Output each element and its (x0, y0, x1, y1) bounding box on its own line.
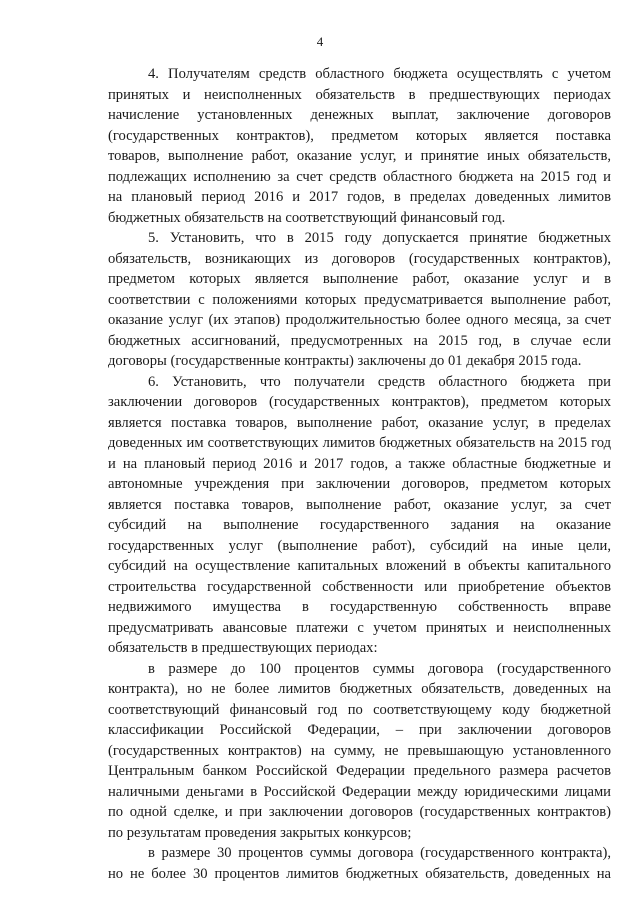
text-line: обязательств в предшествующих периодах: (108, 640, 378, 656)
text-line: контракта), но не более лимитов бюджетных обязательств, доведенных на (108, 681, 611, 697)
text-line: бюджетных обязательств на соответствующий финансовый год. (108, 209, 506, 226)
text-line: обязательств, возникающих из договоров (государственных контрактов), (108, 250, 611, 267)
text-line: субсидий на выполнение государственного задания на оказание (108, 517, 611, 533)
text-line: соответствии с положениями которых предусматривается выполнение работ, (108, 291, 611, 308)
text-line: предметом которых является выполнение работ, оказание услуг и в (108, 271, 611, 287)
text-line: 5. Установить, что в 2015 году допускается принятие бюджетных (148, 230, 611, 246)
text-line: строительства государственной собственности или приобретение объектов (108, 578, 611, 595)
text-line: в размере 30 процентов суммы договора (государственного контракта), (148, 845, 611, 861)
text-line: и на плановый период 2016 и 2017 годов, а также областные бюджетные и (108, 455, 611, 472)
text-line: недвижимого имущества в государственную собственность вправе (108, 599, 611, 615)
text-line: (государственных контрактов) на сумму, не превышающую установленного (108, 742, 611, 759)
text-line: на плановый период 2016 и 2017 годов, в пределах доведенных лимитов (108, 189, 611, 205)
text-line: подлежащих исполнению за счет средств областного бюджета на 2015 год и (108, 168, 611, 185)
text-line: 6. Установить, что получатели средств областного бюджета при (148, 373, 611, 390)
text-line: в размере до 100 процентов суммы договора (государственного (148, 660, 611, 677)
page-number: 4 (316, 34, 324, 49)
paragraph-p4 (108, 64, 611, 228)
text-line: заключении договоров (государственных контрактов), предметом которых (108, 394, 611, 410)
text-line: государственных услуг (выполнение работ), субсидий на иные цели, (108, 537, 611, 554)
text-line: автономные учреждения при заключении договоров, предметом которых (108, 476, 611, 492)
text-line: оказание услуг (их этапов) продолжительностью более одного месяца, за счет (108, 312, 611, 328)
text-line: (государственных контрактов), предметом которых является поставка (108, 127, 611, 144)
text-line: договоры (государственные контракты) заключены до 01 декабря 2015 года. (108, 353, 582, 369)
text-line: субсидий на осуществление капитальных вложений в объекты капитального (108, 558, 611, 574)
text-line: по одной сделке, и при заключении договоров (государственных контрактов) (108, 804, 611, 820)
text-line: принятых и неисполненных обязательств в предшествующих периодах (108, 86, 611, 103)
text-line: Центральным банком Российской Федерации предельного размера расчетов (108, 763, 611, 779)
paragraph-p6b (108, 843, 611, 884)
text-line: 4. Получателям средств областного бюджета осуществлять с учетом (148, 66, 611, 82)
text-line: доведенных им соответствующих лимитов бюджетных обязательств на 2015 год (108, 435, 611, 451)
text-line: наличными деньгами в Российской Федерации между юридическими лицами (108, 783, 611, 800)
text-line: по результатам проведения закрытых конкурсов; (108, 824, 412, 841)
text-line: предусматривать авансовые платежи с учетом принятых и неисполненных (108, 619, 611, 636)
text-line: является поставка товаров, выполнение работ, оказание услуг, в пределах (108, 414, 611, 431)
text-line: соответствующий финансовый год по соответствующему коду бюджетной (108, 701, 611, 718)
text-line: начисление установленных денежных выплат, заключение договоров (108, 107, 611, 123)
text-line: бюджетных ассигнований, предусмотренных на 2015 год, в случае если (108, 332, 611, 349)
paragraph-p5 (108, 228, 611, 372)
text-line: но не более 30 процентов лимитов бюджетных обязательств, доведенных на (108, 865, 611, 882)
text-line: является поставка товаров, выполнение работ, оказание услуг, за счет (108, 496, 611, 513)
document-body (108, 64, 611, 884)
text-line: классификации Российской Федерации, – при заключении договоров (108, 722, 611, 738)
paragraph-p6a (108, 659, 611, 844)
text-line: товаров, выполнение работ, оказание услуг, и принятие иных обязательств, (108, 148, 611, 164)
paragraph-p6 (108, 372, 611, 659)
